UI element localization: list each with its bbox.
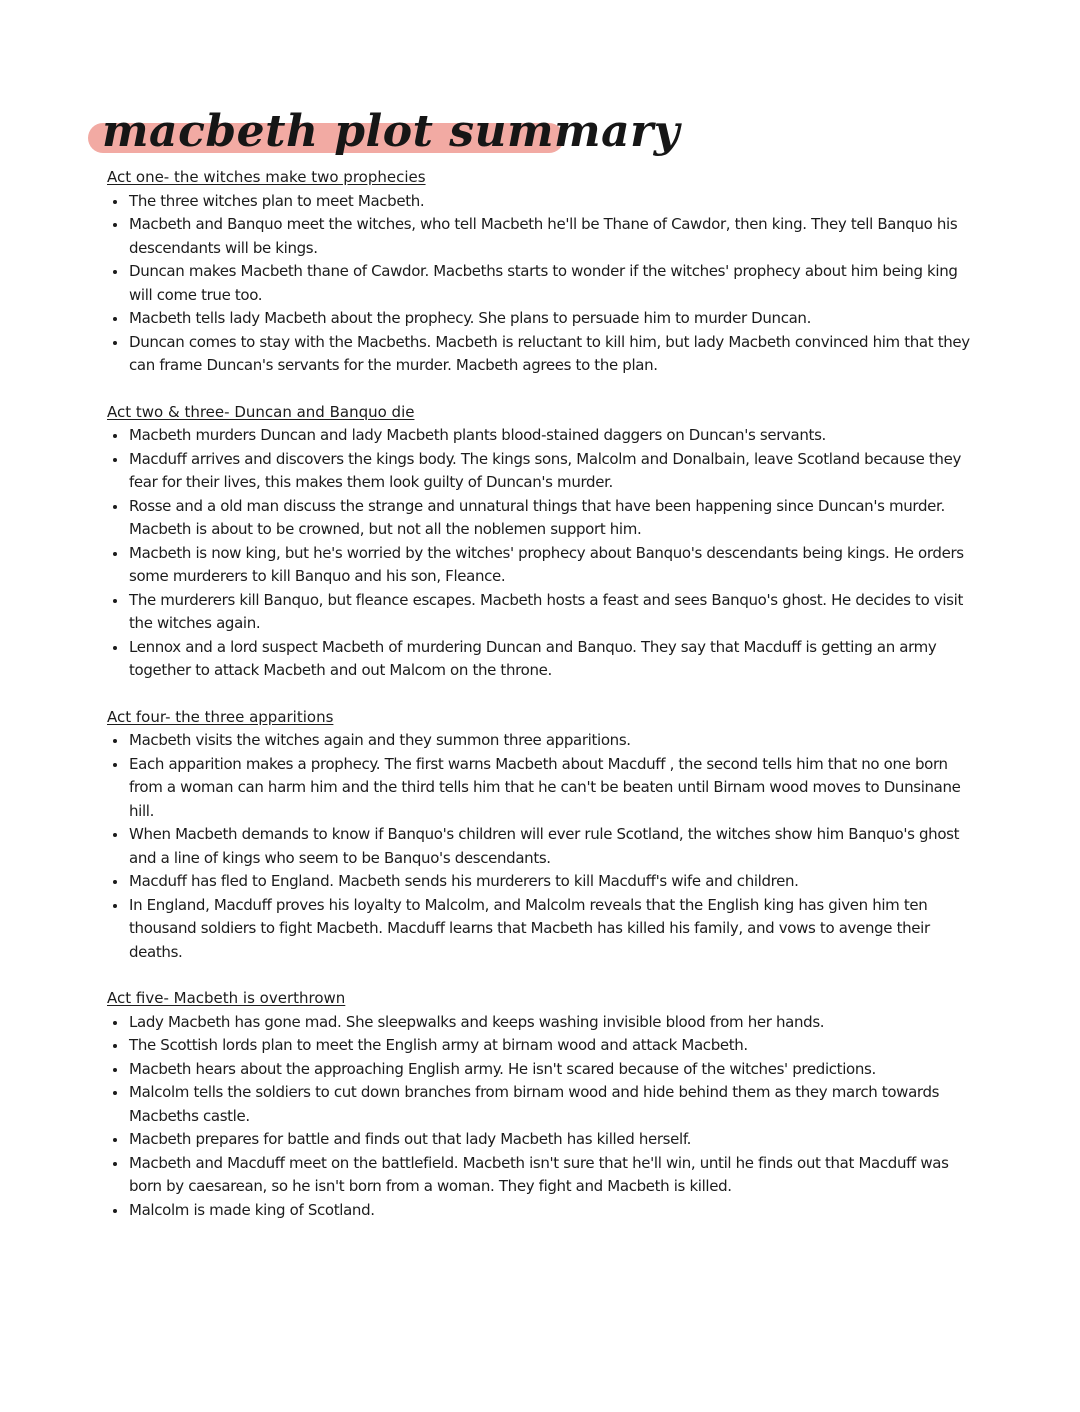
bullet-list — [107, 424, 977, 683]
bullet-list — [107, 729, 977, 964]
page-title: macbeth plot summary — [102, 106, 680, 157]
section-heading: Act five- Macbeth is overthrown — [107, 989, 346, 1007]
bullet-item: Macbeth hears about the approaching English army. He isn't scared because of the witches' predictions. — [107, 1058, 977, 1082]
summary-content — [107, 166, 977, 1245]
bullet-item: In England, Macduff proves his loyalty to Malcolm, and Malcolm reveals that the English king has given him ten thousand soldiers to fight Macbeth. Macduff learns that Macbeth has killed his family, and vows to avenge their deaths. — [107, 894, 977, 965]
section-heading: Act one- the witches make two prophecies — [107, 168, 426, 186]
title-block — [88, 106, 680, 166]
bullet-item: Each apparition makes a prophecy. The first warns Macbeth about Macduff , the second tells him that no one born from a woman can harm him and the third tells him that he can't be beaten until Birnam wood moves to Dunsinane hill. — [107, 753, 977, 824]
bullet-item: Macbeth and Macduff meet on the battlefield. Macbeth isn't sure that he'll win, until he finds out that Macduff was born by caesarean, so he isn't born from a woman. They fight and Macbeth is killed. — [107, 1152, 977, 1199]
act-section — [107, 987, 977, 1222]
bullet-item: Macbeth is now king, but he's worried by the witches' prophecy about Banquo's descendants being kings. He orders some murderers to kill Banquo and his son, Fleance. — [107, 542, 977, 589]
bullet-item: Macduff arrives and discovers the kings body. The kings sons, Malcolm and Donalbain, leave Scotland because they fear for their lives, this makes them look guilty of Duncan's murder. — [107, 448, 977, 495]
bullet-item: The Scottish lords plan to meet the English army at birnam wood and attack Macbeth. — [107, 1034, 977, 1058]
bullet-item: Lady Macbeth has gone mad. She sleepwalks and keeps washing invisible blood from her hands. — [107, 1011, 977, 1035]
act-section — [107, 706, 977, 965]
act-section — [107, 166, 977, 378]
bullet-item: Duncan comes to stay with the Macbeths. Macbeth is reluctant to kill him, but lady Macbeth convinced him that they can frame Duncan's servants for the murder. Macbeth agrees to the plan. — [107, 331, 977, 378]
bullet-item: Macbeth visits the witches again and they summon three apparitions. — [107, 729, 977, 753]
bullet-item: Malcolm tells the soldiers to cut down branches from birnam wood and hide behind them as they march towards Macbeths castle. — [107, 1081, 977, 1128]
bullet-item: When Macbeth demands to know if Banquo's children will ever rule Scotland, the witches show him Banquo's ghost and a line of kings who seem to be Banquo's descendants. — [107, 823, 977, 870]
act-section — [107, 401, 977, 683]
bullet-item: Macbeth prepares for battle and finds out that lady Macbeth has killed herself. — [107, 1128, 977, 1152]
bullet-item: Duncan makes Macbeth thane of Cawdor. Macbeths starts to wonder if the witches' prophecy about him being king will come true too. — [107, 260, 977, 307]
bullet-list — [107, 190, 977, 378]
bullet-item: The three witches plan to meet Macbeth. — [107, 190, 977, 214]
section-heading: Act four- the three apparitions — [107, 707, 334, 726]
bullet-item: Malcolm is made king of Scotland. — [107, 1199, 977, 1223]
section-heading: Act two & three- Duncan and Banquo die — [107, 402, 415, 421]
bullet-item: Macbeth murders Duncan and lady Macbeth plants blood-stained daggers on Duncan's servants. — [107, 424, 977, 448]
bullet-item: Rosse and a old man discuss the strange and unnatural things that have been happening since Duncan's murder. Macbeth is about to be crowned, but not all the noblemen support him. — [107, 495, 977, 542]
bullet-item: Macbeth and Banquo meet the witches, who tell Macbeth he'll be Thane of Cawdor, then king. They tell Banquo his descendants will be kings. — [107, 213, 977, 260]
bullet-item: Lennox and a lord suspect Macbeth of murdering Duncan and Banquo. They say that Macduff is getting an army together to attack Macbeth and out Malcom on the throne. — [107, 636, 977, 683]
bullet-list — [107, 1011, 977, 1223]
bullet-item: The murderers kill Banquo, but fleance escapes. Macbeth hosts a feast and sees Banquo's ghost. He decides to visit the witches again. — [107, 589, 977, 636]
bullet-item: Macbeth tells lady Macbeth about the prophecy. She plans to persuade him to murder Duncan. — [107, 307, 977, 331]
bullet-item: Macduff has fled to England. Macbeth sends his murderers to kill Macduff's wife and children. — [107, 870, 977, 894]
